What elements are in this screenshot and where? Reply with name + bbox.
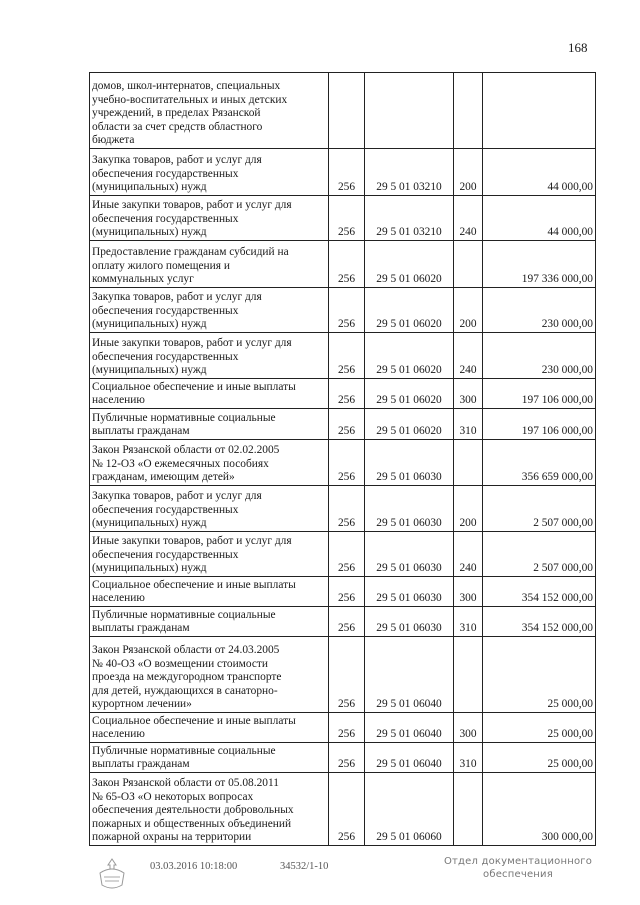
department-stamp bbox=[438, 855, 598, 881]
row-ved-cell: 256 bbox=[329, 607, 365, 637]
row-name-cell: Публичные нормативные социальные выплаты гражданам bbox=[90, 607, 329, 637]
row-name-cell: Закон Рязанской области от 24.03.2005 № 40-ОЗ «О возмещении стоимости проезда на междугородном транспорте для детей, нуждающихся в санаторно- курортном лечении» bbox=[90, 637, 329, 713]
row-sum-cell: 44 000,00 bbox=[483, 196, 596, 241]
row-vr-cell bbox=[454, 440, 483, 486]
row-csr-cell: 29 5 01 06030 bbox=[365, 607, 454, 637]
row-csr-cell: 29 5 01 06020 bbox=[365, 333, 454, 379]
row-ved-cell: 256 bbox=[329, 241, 365, 288]
row-vr-cell: 300 bbox=[454, 379, 483, 409]
row-csr-cell: 29 5 01 06020 bbox=[365, 379, 454, 409]
row-ved-cell: 256 bbox=[329, 486, 365, 532]
row-ved-cell: 256 bbox=[329, 409, 365, 440]
footer-datetime: 03.03.2016 10:18:00 bbox=[150, 861, 238, 872]
row-sum-cell: 25 000,00 bbox=[483, 743, 596, 773]
row-vr-cell: 310 bbox=[454, 607, 483, 637]
table-row bbox=[90, 486, 596, 532]
row-csr-cell: 29 5 01 06020 bbox=[365, 409, 454, 440]
row-ved-cell: 256 bbox=[329, 288, 365, 333]
row-name-cell: Закон Рязанской области от 05.08.2011 № 65-ОЗ «О некоторых вопросах обеспечения деятельности добровольных пожарных и общественных объединений пожарной охраны на территории bbox=[90, 773, 329, 846]
row-name-cell: Публичные нормативные социальные выплаты гражданам bbox=[90, 743, 329, 773]
row-ved-cell: 256 bbox=[329, 149, 365, 196]
row-vr-cell: 300 bbox=[454, 713, 483, 743]
table-row bbox=[90, 440, 596, 486]
table-row bbox=[90, 607, 596, 637]
table-row bbox=[90, 577, 596, 607]
page-number: 168 bbox=[568, 40, 588, 55]
row-name-cell: домов, школ-интернатов, специальных учебно-воспитательных и иных детских учреждений, в пределах Рязанской области за счет средств областного бюджета bbox=[90, 73, 329, 149]
row-sum-cell: 197 336 000,00 bbox=[483, 241, 596, 288]
row-ved-cell bbox=[329, 73, 365, 149]
row-sum-cell: 230 000,00 bbox=[483, 288, 596, 333]
row-sum-cell: 300 000,00 bbox=[483, 773, 596, 846]
row-name-cell: Социальное обеспечение и иные выплаты населению bbox=[90, 713, 329, 743]
row-vr-cell bbox=[454, 73, 483, 149]
row-ved-cell: 256 bbox=[329, 773, 365, 846]
row-name-cell: Социальное обеспечение и иные выплаты населению bbox=[90, 379, 329, 409]
row-sum-cell: 230 000,00 bbox=[483, 333, 596, 379]
row-csr-cell: 29 5 01 03210 bbox=[365, 149, 454, 196]
row-csr-cell: 29 5 01 06030 bbox=[365, 440, 454, 486]
row-sum-cell: 354 152 000,00 bbox=[483, 577, 596, 607]
row-csr-cell: 29 5 01 06020 bbox=[365, 241, 454, 288]
row-sum-cell: 354 152 000,00 bbox=[483, 607, 596, 637]
table-row bbox=[90, 379, 596, 409]
table-row bbox=[90, 743, 596, 773]
row-vr-cell: 200 bbox=[454, 149, 483, 196]
row-vr-cell: 240 bbox=[454, 333, 483, 379]
row-name-cell: Закупка товаров, работ и услуг для обеспечения государственных (муниципальных) нужд bbox=[90, 486, 329, 532]
row-csr-cell: 29 5 01 06040 bbox=[365, 637, 454, 713]
row-csr-cell: 29 5 01 06030 bbox=[365, 532, 454, 577]
row-ved-cell: 256 bbox=[329, 379, 365, 409]
row-ved-cell: 256 bbox=[329, 532, 365, 577]
row-vr-cell bbox=[454, 637, 483, 713]
row-ved-cell: 256 bbox=[329, 333, 365, 379]
row-csr-cell: 29 5 01 06060 bbox=[365, 773, 454, 846]
stamp-line-1: Отдел документационного bbox=[443, 856, 593, 867]
row-vr-cell: 240 bbox=[454, 196, 483, 241]
row-sum-cell bbox=[483, 73, 596, 149]
row-name-cell: Закон Рязанской области от 02.02.2005 № 12-ОЗ «О ежемесячных пособиях гражданам, имеющим детей» bbox=[90, 440, 329, 486]
row-sum-cell: 197 106 000,00 bbox=[483, 409, 596, 440]
row-ved-cell: 256 bbox=[329, 440, 365, 486]
row-name-cell: Иные закупки товаров, работ и услуг для обеспечения государственных (муниципальных) нужд bbox=[90, 333, 329, 379]
row-csr-cell: 29 5 01 06040 bbox=[365, 713, 454, 743]
row-csr-cell bbox=[365, 73, 454, 149]
row-sum-cell: 25 000,00 bbox=[483, 637, 596, 713]
footer-doc-number: 34532/1-10 bbox=[280, 861, 329, 872]
table-row bbox=[90, 196, 596, 241]
row-ved-cell: 256 bbox=[329, 743, 365, 773]
row-csr-cell: 29 5 01 06030 bbox=[365, 577, 454, 607]
table-row bbox=[90, 333, 596, 379]
table-row bbox=[90, 637, 596, 713]
row-vr-cell: 310 bbox=[454, 409, 483, 440]
table-row bbox=[90, 713, 596, 743]
table-row bbox=[90, 773, 596, 846]
table-row bbox=[90, 149, 596, 196]
row-ved-cell: 256 bbox=[329, 577, 365, 607]
row-name-cell: Закупка товаров, работ и услуг для обеспечения государственных (муниципальных) нужд bbox=[90, 288, 329, 333]
budget-table bbox=[89, 72, 596, 846]
table-row bbox=[90, 288, 596, 333]
row-name-cell: Иные закупки товаров, работ и услуг для обеспечения государственных (муниципальных) нужд bbox=[90, 532, 329, 577]
row-csr-cell: 29 5 01 03210 bbox=[365, 196, 454, 241]
row-name-cell: Иные закупки товаров, работ и услуг для обеспечения государственных (муниципальных) нужд bbox=[90, 196, 329, 241]
row-name-cell: Предоставление гражданам субсидий на оплату жилого помещения и коммунальных услуг bbox=[90, 241, 329, 288]
row-ved-cell: 256 bbox=[329, 637, 365, 713]
row-sum-cell: 2 507 000,00 bbox=[483, 486, 596, 532]
emblem-icon bbox=[92, 855, 132, 895]
stamp-line-2: обеспечения bbox=[483, 869, 553, 880]
row-sum-cell: 25 000,00 bbox=[483, 713, 596, 743]
row-sum-cell: 44 000,00 bbox=[483, 149, 596, 196]
table-row bbox=[90, 532, 596, 577]
row-csr-cell: 29 5 01 06020 bbox=[365, 288, 454, 333]
row-ved-cell: 256 bbox=[329, 196, 365, 241]
table-row bbox=[90, 73, 596, 149]
row-vr-cell: 200 bbox=[454, 288, 483, 333]
row-name-cell: Публичные нормативные социальные выплаты гражданам bbox=[90, 409, 329, 440]
row-vr-cell: 240 bbox=[454, 532, 483, 577]
row-vr-cell: 310 bbox=[454, 743, 483, 773]
row-csr-cell: 29 5 01 06030 bbox=[365, 486, 454, 532]
row-sum-cell: 197 106 000,00 bbox=[483, 379, 596, 409]
row-sum-cell: 2 507 000,00 bbox=[483, 532, 596, 577]
row-name-cell: Закупка товаров, работ и услуг для обеспечения государственных (муниципальных) нужд bbox=[90, 149, 329, 196]
table-row bbox=[90, 409, 596, 440]
row-vr-cell bbox=[454, 241, 483, 288]
table-row bbox=[90, 241, 596, 288]
row-name-cell: Социальное обеспечение и иные выплаты населению bbox=[90, 577, 329, 607]
row-vr-cell: 200 bbox=[454, 486, 483, 532]
row-vr-cell bbox=[454, 773, 483, 846]
row-csr-cell: 29 5 01 06040 bbox=[365, 743, 454, 773]
row-sum-cell: 356 659 000,00 bbox=[483, 440, 596, 486]
row-ved-cell: 256 bbox=[329, 713, 365, 743]
row-vr-cell: 300 bbox=[454, 577, 483, 607]
